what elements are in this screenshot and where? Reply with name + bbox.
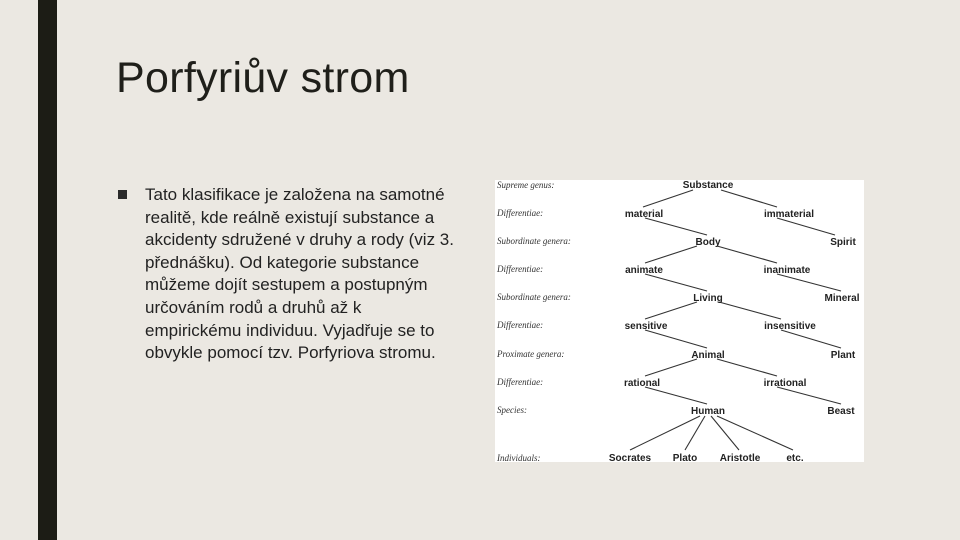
edge-body-inanimate <box>717 246 777 263</box>
edge-rational-human <box>645 387 707 404</box>
node-living: Living <box>693 293 723 304</box>
node-rational: rational <box>623 378 661 389</box>
node-beast: Beast <box>827 406 855 417</box>
node-mineral: Mineral <box>824 293 860 304</box>
tree-edges <box>630 190 841 450</box>
edge-animal-irrational <box>717 359 777 376</box>
node-insensitive: insensitive <box>764 321 816 332</box>
node-socrates: Socrates <box>608 453 652 462</box>
edge-living-sensitive <box>645 302 697 319</box>
edge-human-plato <box>685 416 705 450</box>
node-sensitive: sensitive <box>624 321 668 332</box>
edge-inanimate-mineral <box>777 274 841 291</box>
level-label-proximate-genera: Proximate genera: <box>497 349 565 359</box>
node-body: Body <box>695 237 721 248</box>
edge-human-etc <box>717 416 793 450</box>
edge-body-animate <box>645 246 697 263</box>
node-substance: Substance <box>682 180 734 191</box>
level-label-supreme-genus: Supreme genus: <box>497 180 555 190</box>
level-label-differentiae-2: Differentiae: <box>497 264 544 274</box>
node-human: Human <box>691 406 725 417</box>
node-immaterial: immaterial <box>763 209 815 220</box>
edge-human-socrates <box>630 416 700 450</box>
node-plato: Plato <box>672 453 698 462</box>
level-label-differentiae-4: Differentiae: <box>497 377 544 387</box>
node-animate: animate <box>625 265 663 276</box>
node-etc: etc. <box>786 453 804 462</box>
edge-animal-rational <box>645 359 697 376</box>
level-label-subordinate-genera-1: Subordinate genera: <box>497 236 571 246</box>
node-irrational: irrational <box>763 378 807 389</box>
edge-substance-immaterial <box>721 190 777 207</box>
edge-material-body <box>645 218 707 235</box>
edge-animate-living <box>645 274 707 291</box>
porphyrian-tree-image <box>495 180 864 462</box>
level-label-differentiae-1: Differentiae: <box>497 208 544 218</box>
edge-substance-material <box>643 190 693 207</box>
node-material: material <box>624 209 664 220</box>
edge-irrational-beast <box>777 387 841 404</box>
bullet-item <box>118 184 458 365</box>
slide-title: Porfyriův strom <box>116 54 410 102</box>
level-label-differentiae-3: Differentiae: <box>497 320 544 330</box>
node-spirit: Spirit <box>830 237 856 248</box>
edge-sensitive-animal <box>645 330 707 348</box>
edge-immaterial-spirit <box>777 218 835 235</box>
edge-human-aristotle <box>711 416 739 450</box>
level-label-individuals: Individuals: <box>497 453 541 462</box>
edge-living-insensitive <box>719 302 781 319</box>
node-aristotle: Aristotle <box>719 453 761 462</box>
edge-insensitive-plant <box>781 330 841 348</box>
porphyrian-tree-diagram <box>495 180 864 462</box>
left-accent-bar <box>38 0 57 540</box>
bullet-marker <box>118 190 127 199</box>
level-label-subordinate-genera-2: Subordinate genera: <box>497 292 571 302</box>
node-plant: Plant <box>830 350 856 361</box>
level-label-species: Species: <box>497 405 527 415</box>
node-inanimate: inanimate <box>763 265 811 276</box>
bullet-text: Tato klasifikace je založena na samotné realitě, kde reálně existují substance a akcidenty sdružené v druhy a rody (viz 3. přednášku). Od kategorie substance můžeme dojít sestupem a postupným určováním rodů a druhů až k empirickému individuu. Vyjadřuje se to obvykle pomocí tzv. Porfyriova stromu. <box>145 185 454 363</box>
node-animal: Animal <box>691 350 725 361</box>
